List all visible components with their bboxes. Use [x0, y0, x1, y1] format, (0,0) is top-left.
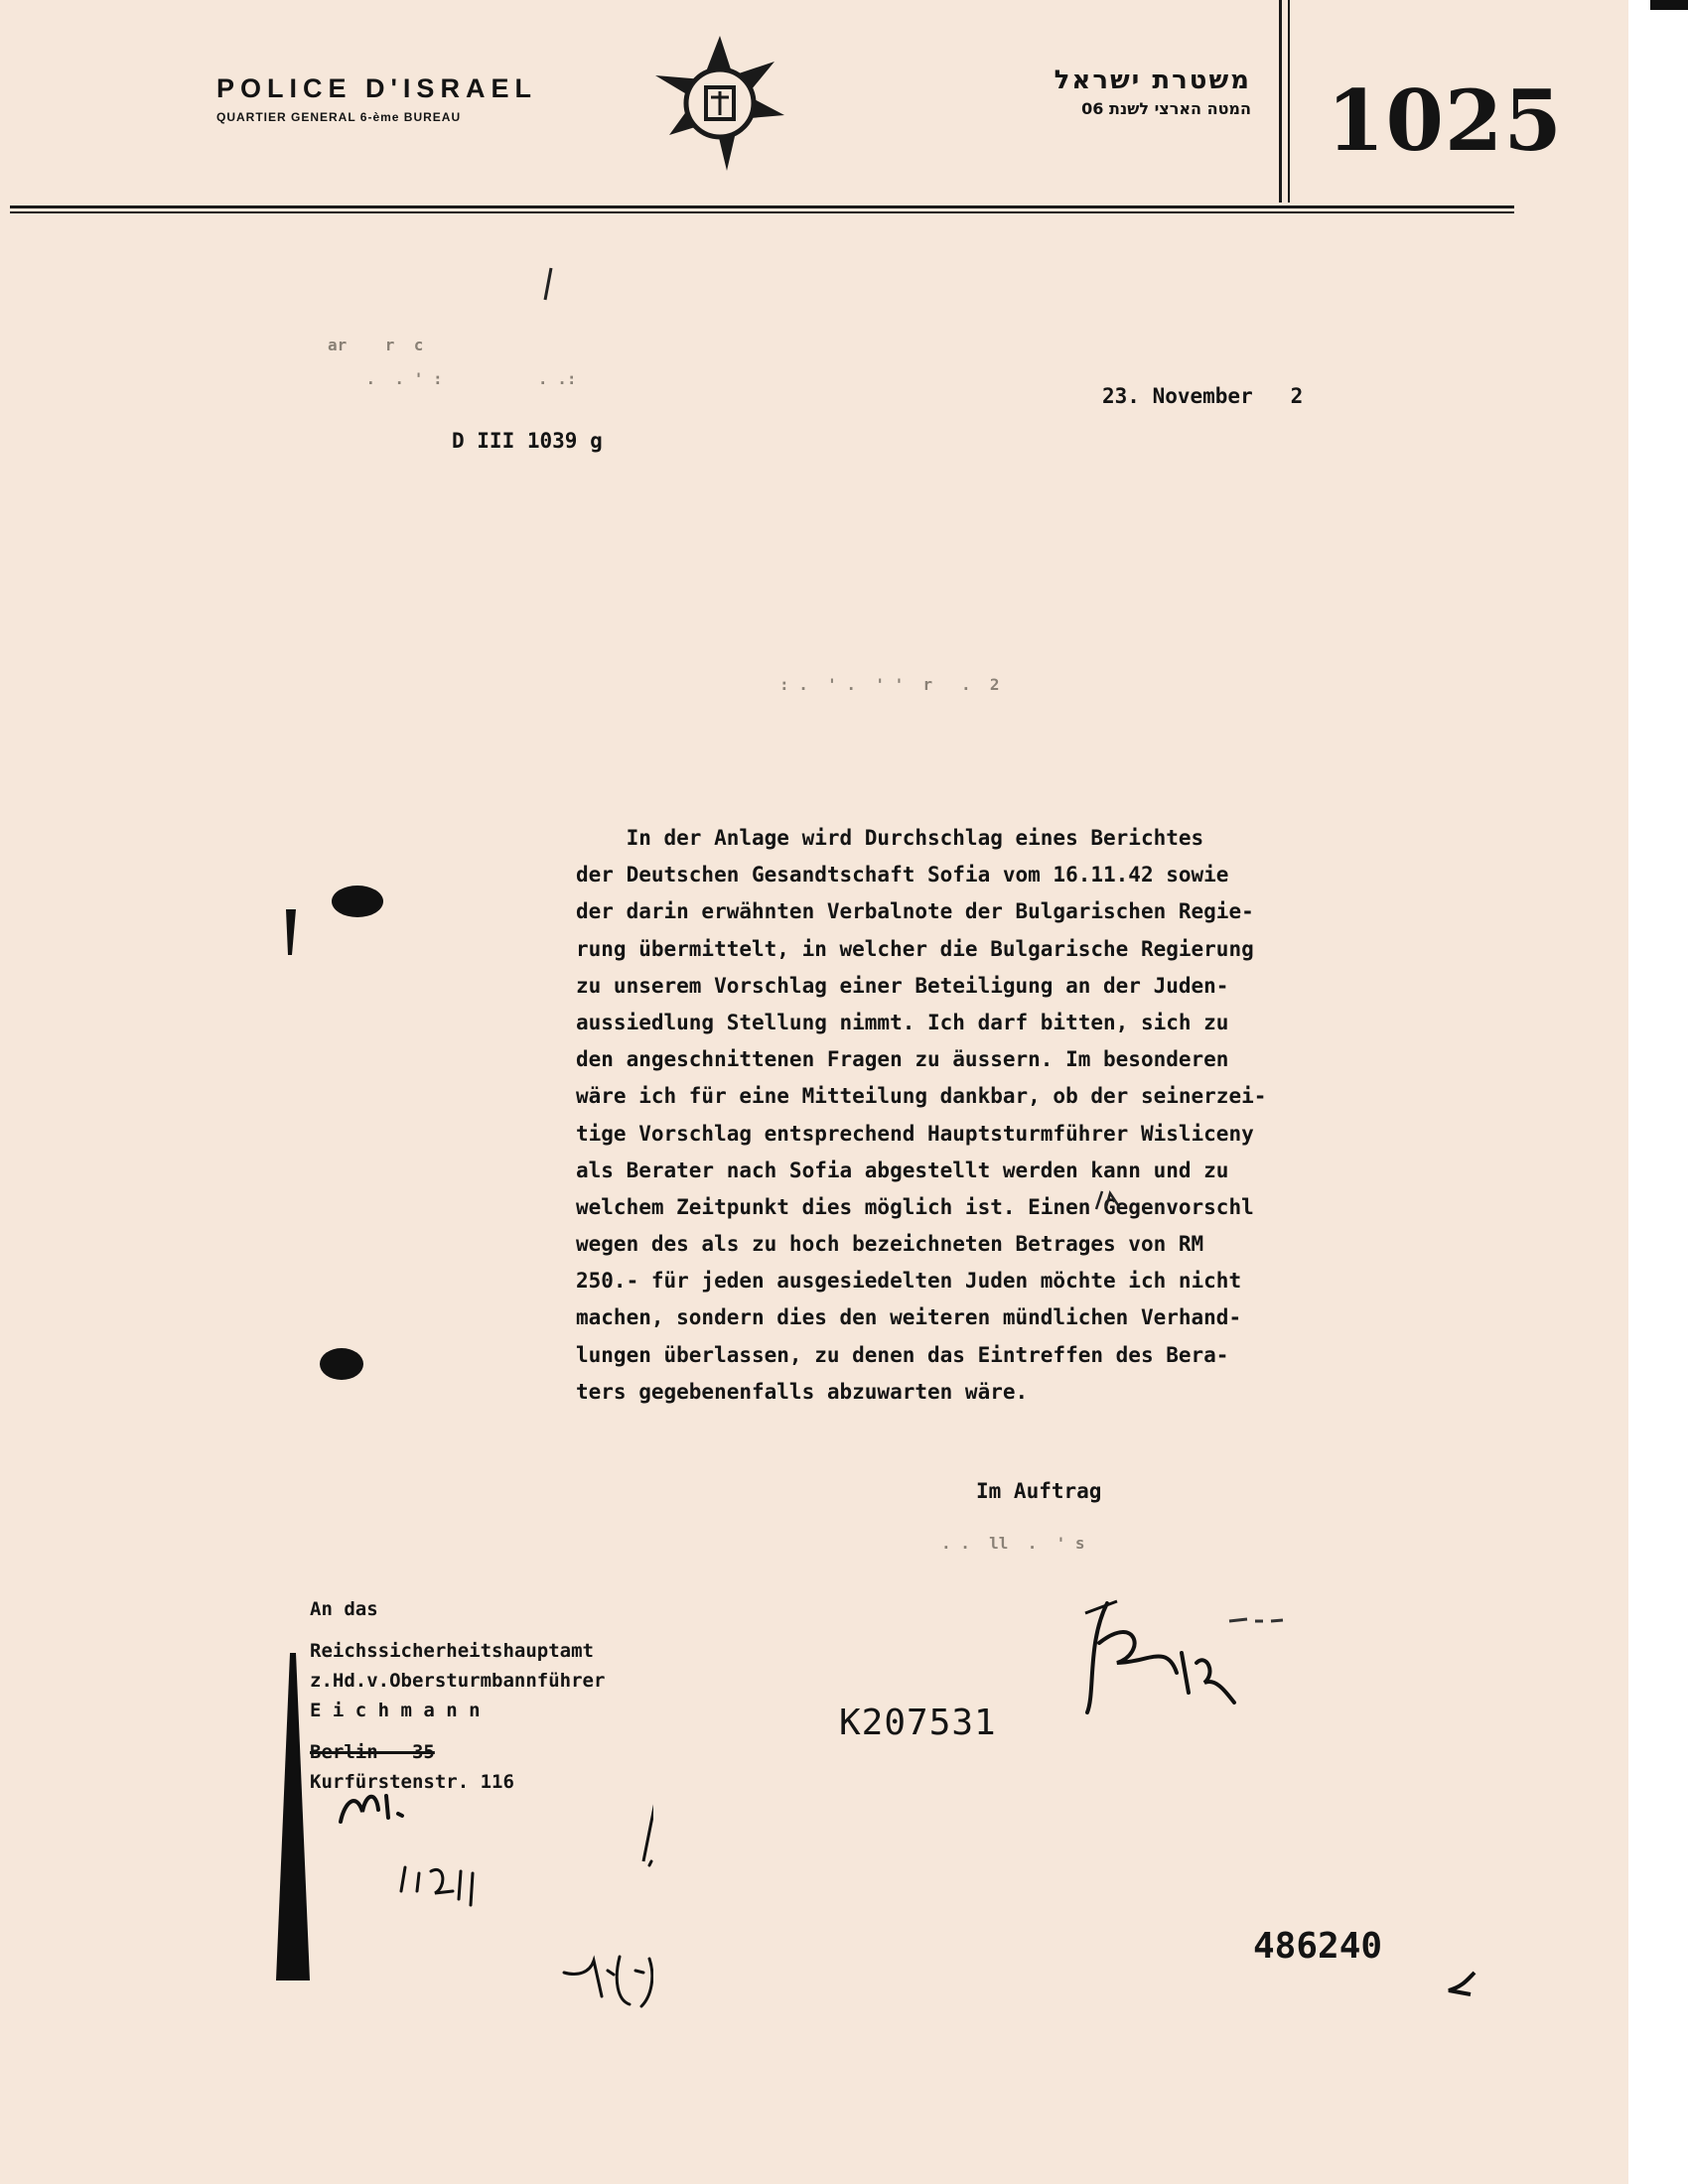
address-line: An das: [310, 1598, 378, 1620]
body-line: wegen des als zu hoch bezeichneten Betrages von RM: [576, 1232, 1204, 1257]
address-block: [310, 1598, 605, 1801]
handwritten-note: [395, 1802, 653, 2020]
letterhead-rule: [10, 211, 1514, 213]
address-line: Berlin 35: [310, 1741, 435, 1763]
body-line: der Deutschen Gesandtschaft Sofia vom 16.11.42 sowie: [576, 863, 1229, 887]
body-line: wäre ich für eine Mitteilung dankbar, ob der seinerzei-: [576, 1084, 1267, 1109]
ink-mark: [1445, 1971, 1480, 1998]
reference-number: D III 1039 g: [452, 429, 603, 453]
body-line: zu unserem Vorschlag einer Beteiligung an der Juden-: [576, 973, 1229, 998]
body-line: als Berater nach Sofia abgestellt werden kann und zu: [576, 1158, 1229, 1182]
org-name-hebrew: משטרת ישראל: [1054, 66, 1251, 95]
body-line: lungen überlassen, zu denen das Eintreffen des Bera-: [576, 1342, 1229, 1367]
ink-blot: [280, 905, 300, 957]
faint-header-line: . . ' : . .:: [328, 369, 577, 388]
scan-corner-mark: [1650, 0, 1688, 10]
body-line: welchem Zeitpunkt dies möglich ist. Einen Gegenvorschl: [576, 1194, 1254, 1219]
address-line: E i c h m a n n: [310, 1700, 481, 1721]
handwritten-signature: [1077, 1583, 1246, 1722]
document-number: 1025: [1327, 71, 1563, 170]
stamp-k-number: K207531: [839, 1703, 997, 1743]
ink-blot: [318, 1344, 367, 1384]
letterhead-left: [216, 73, 554, 124]
body-line: 250.- für jeden ausgesiedelten Juden möchte ich nicht: [576, 1269, 1242, 1294]
letterhead-divider: [1279, 0, 1282, 203]
letterhead-right: [894, 66, 1251, 118]
body-line: ters gegebenenfalls abzuwarten wäre.: [576, 1379, 1029, 1404]
org-sub-hebrew: המטה הארצי לשנת 06: [1081, 99, 1251, 118]
body-line: rung übermittelt, in welcher die Bulgarische Regierung: [576, 936, 1254, 961]
handwritten-correction: [1092, 1187, 1126, 1213]
police-star-emblem-icon: [655, 36, 784, 171]
body-line: machen, sondern dies den weiteren mündlichen Verhand-: [576, 1305, 1242, 1330]
org-name-french: POLICE D'ISRAEL: [216, 73, 537, 103]
address-line: Kurfürstenstr. 116: [310, 1771, 514, 1793]
body-line: aussiedlung Stellung nimmt. Ich darf bitten, sich zu: [576, 1010, 1229, 1034]
letterhead-divider: [1288, 0, 1290, 203]
ink-blot: [328, 882, 387, 921]
letterhead-rule: [10, 205, 1514, 208]
body-line: In der Anlage wird Durchschlag eines Berichtes: [576, 826, 1204, 850]
faint-subject-line: : . ' . ' ' r . 2: [779, 675, 1000, 694]
pencil-mark: [541, 266, 555, 302]
pencil-mark: [1227, 1613, 1287, 1627]
signoff: Im Auftrag: [976, 1479, 1102, 1503]
ink-wedge: [276, 1653, 312, 1980]
faint-header-line: ar r c: [328, 336, 424, 354]
faint-signoff-line: . . ll . ' s: [941, 1534, 1085, 1553]
org-sub-french: QUARTIER GENERAL 6-ème BUREAU: [216, 110, 462, 124]
body-line: den angeschnittenen Fragen zu äussern. Im besonderen: [576, 1047, 1229, 1072]
address-line: Reichssicherheitshauptamt: [310, 1640, 594, 1662]
letter-body: [576, 826, 1450, 1417]
letter-date: 23. November 2: [1102, 384, 1304, 408]
stamp-archive-number: 486240: [1253, 1926, 1383, 1967]
scan-margin: [1628, 0, 1688, 2184]
body-line: tige Vorschlag entsprechend Hauptsturmführer Wisliceny: [576, 1121, 1254, 1146]
body-line: der darin erwähnten Verbalnote der Bulgarischen Regie-: [576, 899, 1254, 924]
address-line: z.Hd.v.Obersturmbannführer: [310, 1670, 606, 1692]
